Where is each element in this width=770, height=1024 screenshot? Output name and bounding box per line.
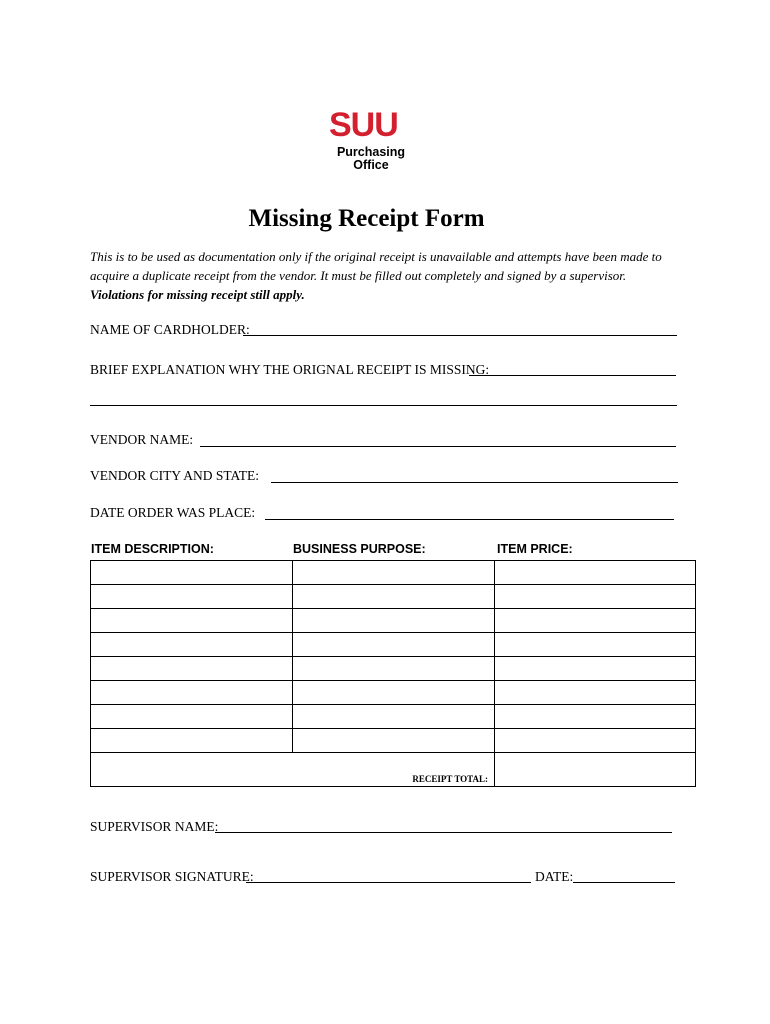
instructions-text: This is to be used as documentation only if the original receipt is unavailable and attempts have been made to acquire a duplicate receipt from the vendor. It must be filled out completely and signed by a supervisor. [90,249,662,283]
table-row [91,585,696,609]
table-row [91,561,696,585]
suu-logo-mark: SUU [329,106,398,144]
supervisor-signature-label: SUPERVISOR SIGNATURE: [90,869,254,884]
instructions-warning: Violations for missing receipt still apply. [90,287,305,302]
receipt-total-label: RECEIPT TOTAL: [91,753,495,787]
business-purpose-cell[interactable] [293,633,495,657]
item-description-cell[interactable] [91,609,293,633]
logo-subtitle-line1: Purchasing [336,145,406,159]
item-description-cell[interactable] [91,633,293,657]
form-title: Missing Receipt Form [248,205,485,232]
item-description-cell[interactable] [91,585,293,609]
form-instructions [90,247,680,304]
item-description-cell[interactable] [91,561,293,585]
vendor-name-label: VENDOR NAME: [90,432,194,447]
table-row [91,705,696,729]
supervisor-name-label: SUPERVISOR NAME: [90,819,219,834]
business-purpose-cell[interactable] [293,681,495,705]
business-purpose-cell[interactable] [293,585,495,609]
item-price-cell[interactable] [495,705,696,729]
vendor-city-state-input-line[interactable] [271,482,678,483]
business-purpose-cell[interactable] [293,729,495,753]
table-row [91,633,696,657]
item-description-header: ITEM DESCRIPTION: [91,542,214,556]
item-price-cell[interactable] [495,633,696,657]
supervisor-signature-input-line[interactable] [246,882,531,883]
business-purpose-header: BUSINESS PURPOSE: [293,542,426,556]
purchasing-office-logo-text [331,146,411,172]
date-label: DATE: [535,869,574,884]
business-purpose-cell[interactable] [293,705,495,729]
explanation-continuation-line[interactable] [90,405,677,406]
cardholder-input-line[interactable] [243,335,677,336]
vendor-name-input-line[interactable] [200,446,676,447]
explanation-label: BRIEF EXPLANATION WHY THE ORIGNAL RECEIPT IS MISSING: [90,362,490,377]
table-row [91,657,696,681]
date-input-line[interactable] [573,882,675,883]
cardholder-label: NAME OF CARDHOLDER: [90,322,250,337]
vendor-city-state-label: VENDOR CITY AND STATE: [90,468,260,483]
item-price-cell[interactable] [495,681,696,705]
item-price-header: ITEM PRICE: [497,542,573,556]
supervisor-name-input-line[interactable] [215,832,672,833]
explanation-input-line[interactable] [469,375,676,376]
item-description-cell[interactable] [91,729,293,753]
item-description-cell[interactable] [91,705,293,729]
business-purpose-cell[interactable] [293,657,495,681]
table-row [91,609,696,633]
business-purpose-cell[interactable] [293,609,495,633]
business-purpose-cell[interactable] [293,561,495,585]
logo-subtitle-line2: Office [353,158,389,172]
date-order-label: DATE ORDER WAS PLACE: [90,505,256,520]
date-order-input-line[interactable] [265,519,674,520]
item-price-cell[interactable] [495,729,696,753]
item-price-cell[interactable] [495,657,696,681]
items-table [90,560,696,787]
receipt-total-row [91,753,696,787]
table-row [91,681,696,705]
item-price-cell[interactable] [495,585,696,609]
table-row [91,729,696,753]
receipt-total-cell[interactable] [495,753,696,787]
item-description-cell[interactable] [91,681,293,705]
item-price-cell[interactable] [495,561,696,585]
item-price-cell[interactable] [495,609,696,633]
item-description-cell[interactable] [91,657,293,681]
